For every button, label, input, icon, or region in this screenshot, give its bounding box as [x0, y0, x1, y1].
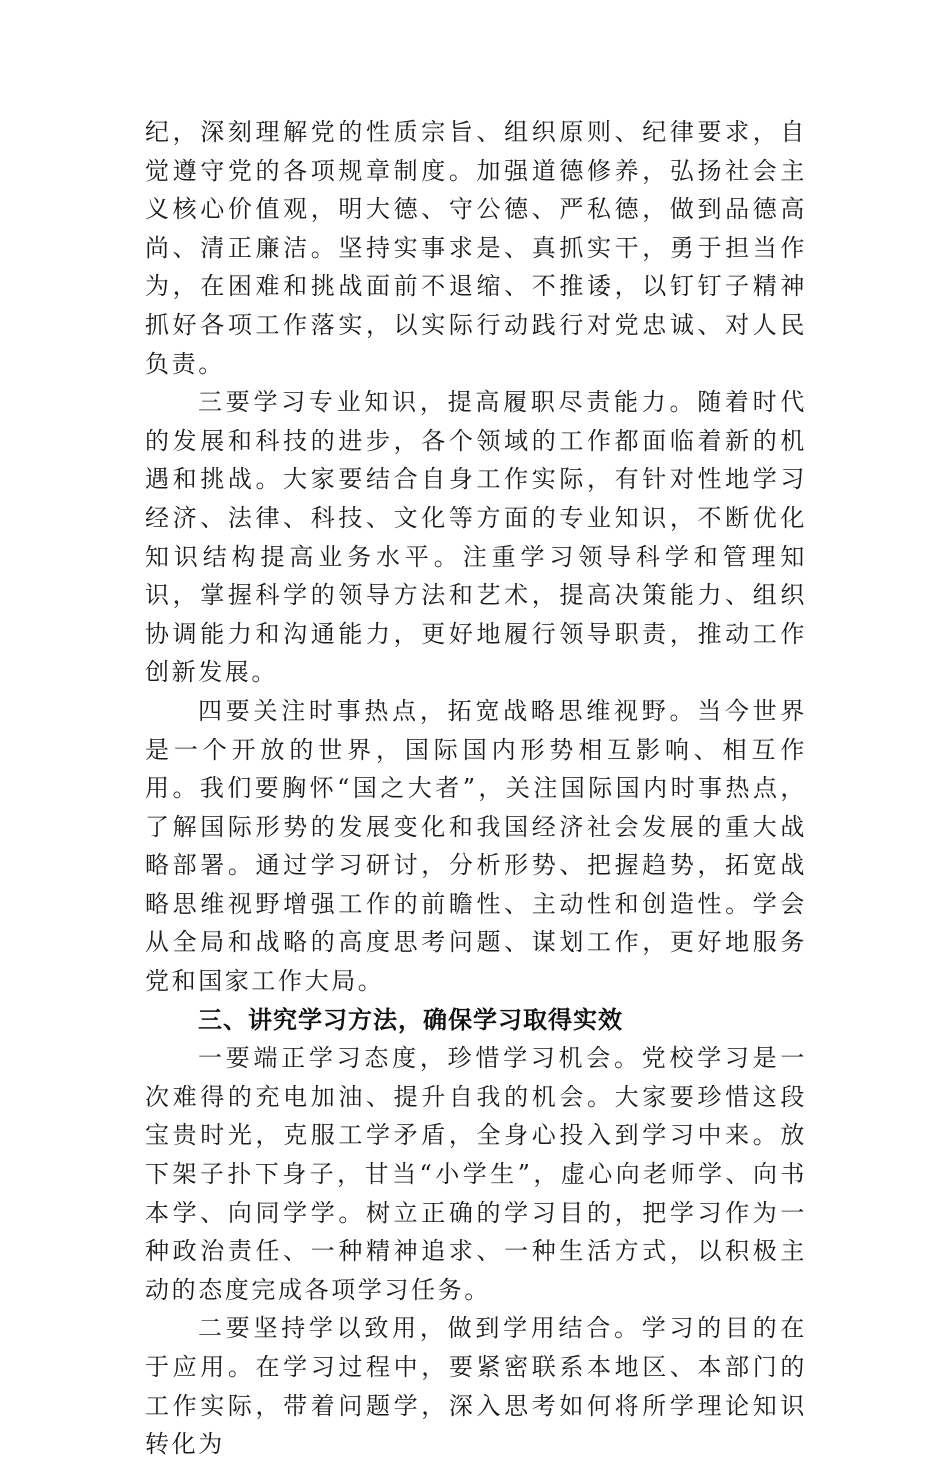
document-body: [145, 113, 807, 1464]
paragraph-professional-knowledge: 三要学习专业知识，提高履职尽责能力。随着时代的发展和科技的进步，各个领域的工作都面临着新的机遇和挑战。大家要结合自身工作实际，有针对性地学习经济、法律、科技、文化等方面的专业知识，不断优化知识结构提高业务水平。注重学习领导科学和管理知识，掌握科学的领导方法和艺术，提高决策能力、组织协调能力和沟通能力，更好地履行领导职责，推动工作创新发展。: [145, 388, 807, 687]
section-heading: 三、讲究学习方法，确保学习取得实效: [198, 1005, 623, 1034]
paragraph-learning-attitude: 一要端正学习态度，珍惜学习机会。党校学习是一次难得的充电加油、提升自我的机会。大家要珍惜这段宝贵时光，克服工学矛盾，全身心投入到学习中来。放下架子扑下身子，甘当“小学生”，虚心向老师学、向书本学、向同学学。树立正确的学习目的，把学习作为一种政治责任、一种精神追求、一种生活方式，以积极主动的态度完成各项学习任务。: [145, 1044, 807, 1304]
paragraph-continued: 纪，深刻理解党的性质宗旨、组织原则、纪律要求，自觉遵守党的各项规章制度。加强道德修养，弘扬社会主义核心价值观，明大德、守公德、严私德，做到品德高尚、清正廉洁。坚持实事求是、真抓实干，勇于担当作为，在困难和挑战面前不退缩、不推诿，以钉钉子精神抓好各项工作落实，以实际行动践行对党忠诚、对人民负责。: [145, 118, 807, 378]
paragraph-apply-learning: 二要坚持学以致用，做到学用结合。学习的目的在于应用。在学习过程中，要紧密联系本地区、本部门的工作实际，带着问题学，深入思考如何将所学理论知识转化为: [145, 1314, 807, 1459]
paragraph-current-affairs: 四要关注时事热点，拓宽战略思维视野。当今世界是一个开放的世界，国际国内形势相互影响、相互作用。我们要胸怀“国之大者”，关注国际国内时事热点，了解国际形势的发展变化和我国经济社会发展的重大战略部署。通过学习研讨，分析形势、把握趋势，拓宽战略思维视野增强工作的前瞻性、主动性和创造性。学会从全局和战略的高度思考问题、谋划工作，更好地服务党和国家工作大局。: [145, 696, 807, 996]
